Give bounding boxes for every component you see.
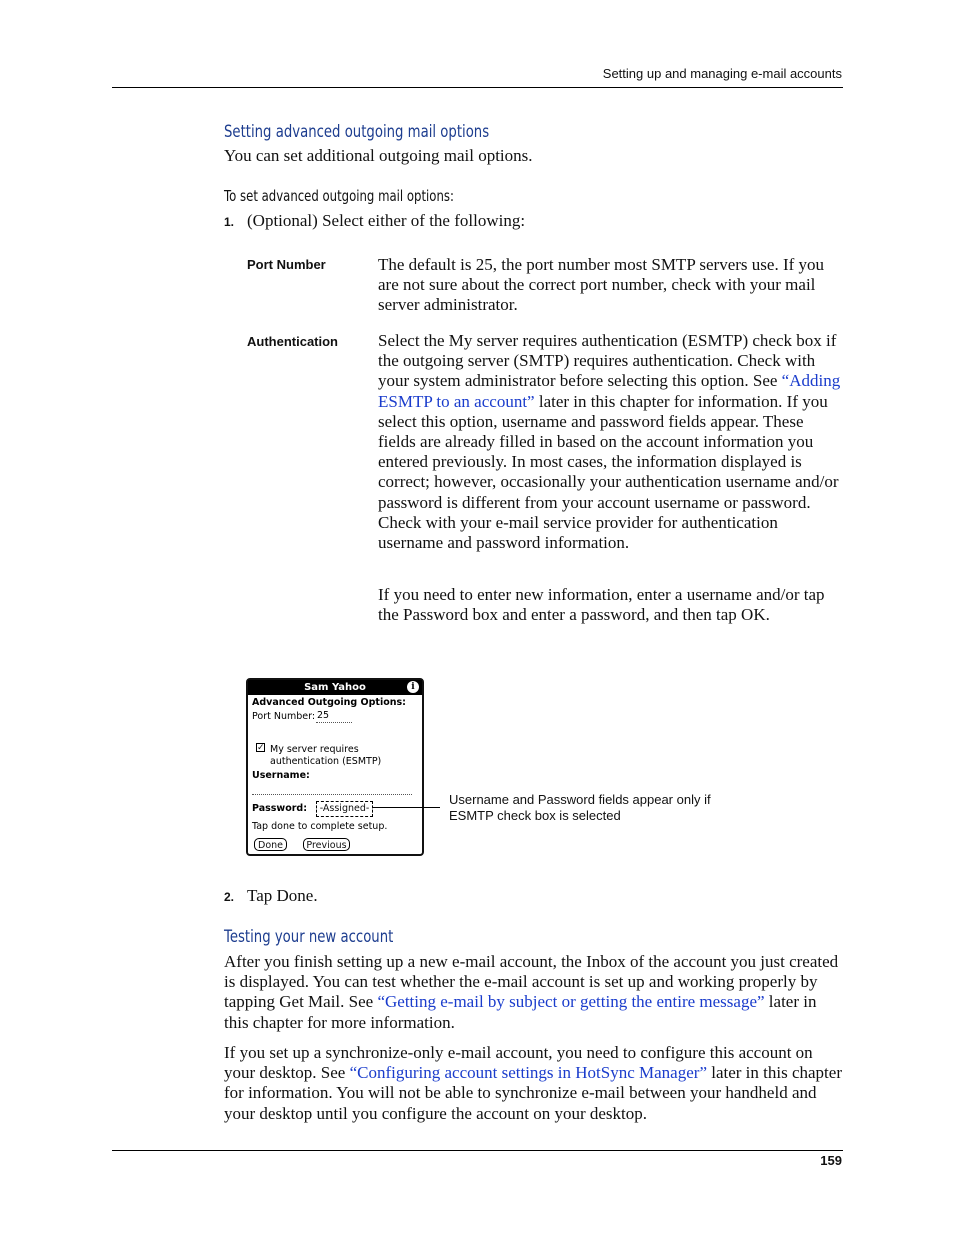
step-number-1: 1. [224,215,235,229]
form-title: Advanced Outgoing Options: [252,697,406,708]
auth-def-text-1: Select the My server requires authentication (ESMTP) check box if the outgoing server (SMTP) requires authentication. Check with your system administrator before selecting this option. See [378,331,837,391]
footer-rule [112,1150,843,1151]
procedure-heading: To set advanced outgoing mail options: [224,187,454,205]
section-intro: You can set additional outgoing mail options. [224,146,533,165]
port-number-underline [316,722,352,723]
previous-button[interactable]: Previous [303,838,350,851]
testing-p1-text-1: After you finish setting up a new e-mail account, the Inbox of the account you just created is displayed. You can test whether the e-mail account is set up and working properly by tapping Get Mail. See [224,952,839,1012]
testing-p2-text-2: later in this chapter for information. You will not be able to synchronize e-mail between your handheld and your desktop until you configure the account on your desktop. [224,1063,842,1123]
testing-p2-text-1: If you set up a synchronize-only e-mail account, you need to configure this account on your desktop. See [224,1043,813,1083]
callout-leader-line [372,807,440,808]
testing-paragraph-2 [224,1043,844,1124]
option-definition-authentication-para2: If you need to enter new information, enter a username and/or tap the Password box and enter a password, and then tap OK. [378,585,825,625]
option-term-port-number: Port Number [247,257,326,272]
auth-def-text-2: later in this chapter for information. If you select this option, username and password fields appear. These fields are already filled in based on the account information you entered previously. In most cases, the information displayed is correct; however, occasionally your authentication username and/or password is different from your account username or password. Check with your e-mail service provider for authentication username and password information. [378,391,839,553]
checkbox-label-line2: authentication (ESMTP) [270,756,382,767]
username-field[interactable] [252,794,412,795]
header-rule [112,87,843,88]
link-getting-email-by-subject[interactable]: “Getting e-mail by subject or getting the entire message” [377,992,765,1012]
page-number: 159 [820,1153,842,1168]
callout-line-1: Username and Password fields appear only if [449,792,711,807]
done-button[interactable]: Done [254,838,287,851]
link-configuring-hotsync[interactable]: “Configuring account settings in HotSync Manager” [349,1063,707,1083]
step-number-2: 2. [224,890,235,904]
link-adding-esmtp[interactable]: “Adding ESMTP to an account” [378,371,841,411]
section-heading-testing-account: Testing your new account [224,927,394,947]
password-label: Password: [252,803,308,814]
info-icon[interactable]: i [407,681,419,693]
device-title: Sam Yahoo [304,682,366,693]
password-field[interactable]: -Assigned- [316,801,373,817]
option-definition-port-number: The default is 25, the port number most SMTP servers use. If you are not sure about the correct port number, check with your mail server administrator. [378,255,825,315]
step-text-1: (Optional) Select either of the following: [247,211,526,230]
setup-hint: Tap done to complete setup. [252,821,388,832]
esmtp-checkbox[interactable]: ✓ [257,743,265,753]
username-label: Username: [252,770,310,781]
callout-text [449,792,779,823]
step-text-2: Tap Done. [247,886,318,905]
port-number-label: Port Number: [252,711,316,722]
handheld-screen [246,678,424,856]
option-term-authentication: Authentication [247,334,338,349]
device-title-bar [248,680,422,695]
callout-line-2: ESMTP check box is selected [449,807,621,823]
running-header: Setting up and managing e-mail accounts [602,66,842,81]
section-heading-advanced-outgoing: Setting advanced outgoing mail options [224,122,490,142]
checkbox-label-line1: My server requires [270,744,359,755]
port-number-value[interactable]: 25 [317,710,330,721]
testing-paragraph-1 [224,952,844,1033]
testing-p1-text-2: later in this chapter for more information. [224,992,817,1032]
option-definition-authentication [378,331,843,553]
